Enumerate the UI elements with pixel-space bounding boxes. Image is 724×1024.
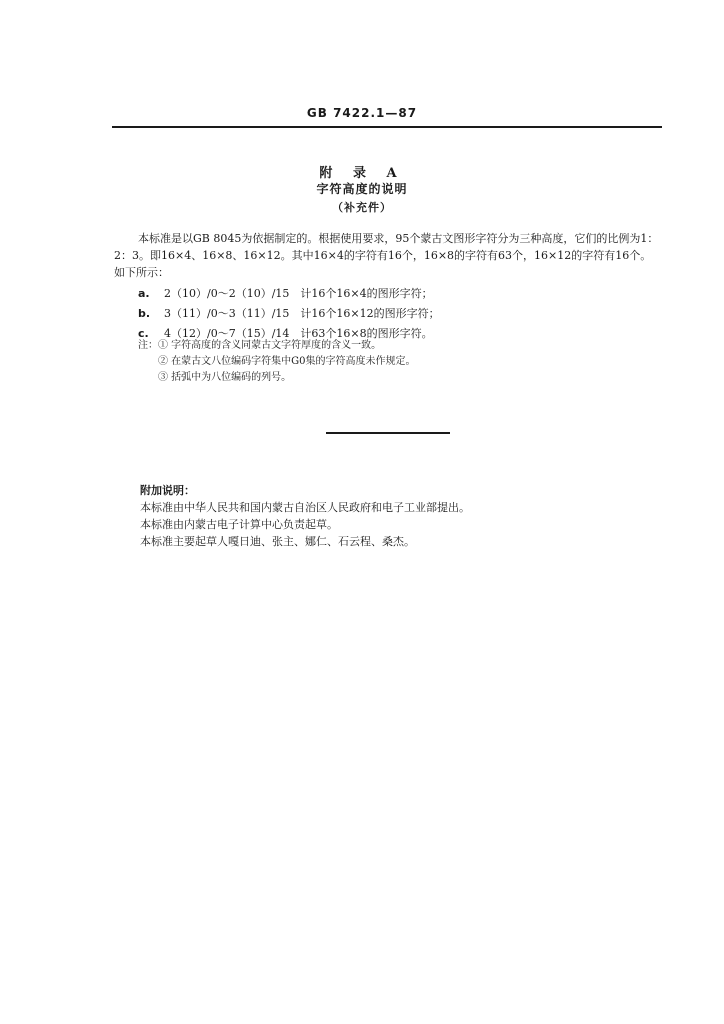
section-divider bbox=[326, 432, 450, 434]
standard-code: GB 7422.1—87 bbox=[306, 106, 418, 120]
list-text: 3（11）/0～3（11）/15 计16个16×12的图形字符； bbox=[164, 307, 440, 320]
body-paragraph: 本标准是以GB 8045为依据制定的。根据使用要求，95个蒙古文图形字符分为三种高度，它们的比例为1：2：3。即16×4、16×8、16×12。其中16×4的字符有16个，16×8的字符有63个，16×12的字符有16个。如下所示： bbox=[114, 232, 659, 279]
additional-line: 本标准由内蒙古电子计算中心负责起草。 bbox=[140, 518, 338, 531]
notes-section bbox=[138, 338, 658, 386]
list-marker: a. bbox=[138, 287, 150, 300]
notes-label: 注： bbox=[138, 340, 158, 351]
note-item bbox=[138, 354, 658, 370]
character-list bbox=[138, 284, 658, 344]
appendix-title: 附 录 A bbox=[319, 166, 405, 181]
additional-line: 本标准由中华人民共和国内蒙古自治区人民政府和电子工业部提出。 bbox=[140, 501, 470, 514]
note-item bbox=[138, 338, 658, 354]
additional-notes bbox=[140, 482, 660, 550]
list-text: 2（10）/0～2（10）/15 计16个16×4的图形字符； bbox=[164, 287, 433, 300]
list-item bbox=[138, 284, 658, 304]
header-rule bbox=[112, 126, 662, 128]
note-text: ③ 括弧中为八位编码的列号。 bbox=[158, 372, 292, 383]
note-text: ② 在蒙古文八位编码字符集中G0集的字符高度未作规定。 bbox=[158, 356, 416, 367]
additional-line: 本标准主要起草人嘎日迪、张主、娜仁、石云程、桑杰。 bbox=[140, 535, 415, 548]
appendix-subtitle: 字符高度的说明 bbox=[316, 182, 408, 196]
list-marker: c. bbox=[138, 327, 149, 340]
list-marker: b. bbox=[138, 307, 151, 320]
additional-notes-title: 附加说明： bbox=[140, 484, 195, 497]
note-item bbox=[138, 370, 658, 386]
appendix-note: （补充件） bbox=[332, 201, 392, 214]
list-text: 4（12）/0～7（15）/14 计63个16×8的图形字符。 bbox=[164, 327, 433, 340]
note-text: ① 字符高度的含义同蒙古文字符厚度的含义一致。 bbox=[158, 340, 382, 351]
list-item bbox=[138, 304, 658, 324]
